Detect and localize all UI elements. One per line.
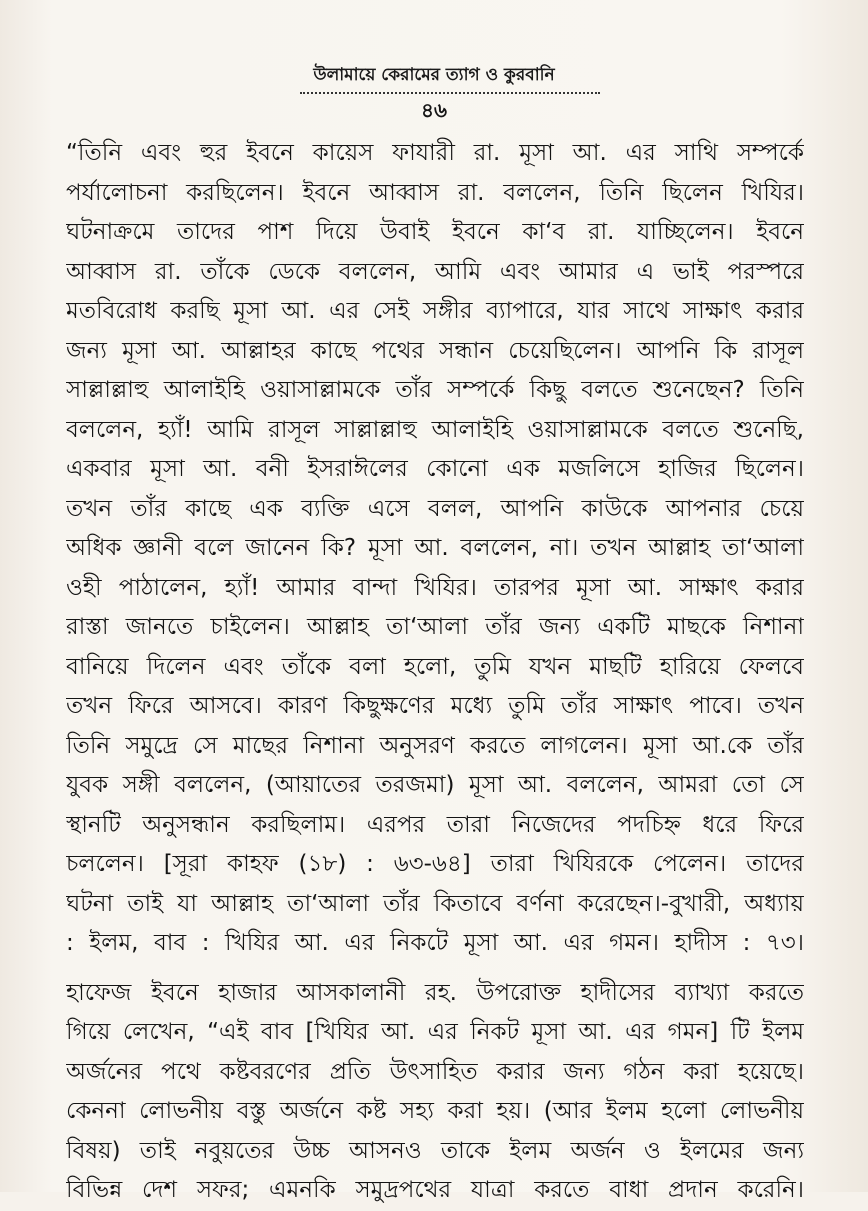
text-line: রাস্তা জানতে চাইলেন। আল্লাহ তা‘আলা তাঁর জন্য একটি মাছকে নিশানা <box>66 614 804 640</box>
text-line: মতবিরোধ করছি মূসা আ. এর সেই সঙ্গীর ব্যাপারে, যার সাথে সাক্ষাৎ করার <box>66 298 804 324</box>
text-line: : ইলম, বাব : খিযির আ. এর নিকটে মূসা আ. এর গমন। হাদীস : ৭৩। <box>66 930 804 956</box>
text-line: বানিয়ে দিলেন এবং তাঁকে বলা হলো, তুমি যখন মাছটি হারিয়ে ফেলবে <box>66 653 804 680</box>
text-line: হাফেজ ইবনে হাজার আসকালানী রহ. উপরোক্ত হাদীসের ব্যাখ্যা করতে <box>66 979 804 1006</box>
text-line: জন্য মূসা আ. আল্লাহর কাছে পথের সন্ধান চেয়েছিলেন। আপনি কি রাসূল <box>66 337 804 364</box>
text-line: “তিনি এবং হুর ইবনে কায়েস ফাযারী রা. মূসা আ. এর সাথি সম্পর্কে <box>66 140 804 166</box>
paragraph-commentary <box>66 974 804 1211</box>
text-line: চললেন। [সূরা কাহফ (১৮) : ৬৩-৬৪] তারা খিযিরকে পেলেন। তাদের <box>66 851 804 877</box>
text-line: বিভিন্ন দেশ সফর; এমনকি সমুদ্রপথের যাত্রা করতে বাধা প্রদান করেনি। <box>66 1177 804 1203</box>
text-line: পর্যালোচনা করছিলেন। ইবনে আব্বাস রা. বললেন, তিনি ছিলেন খিযির। <box>66 179 804 206</box>
text-line: একবার মূসা আ. বনী ইসরাঈলের কোনো এক মজলিসে হাজির ছিলেন। <box>66 456 804 482</box>
text-line: আব্বাস রা. তাঁকে ডেকে বললেন, আমি এবং আমার এ ভাই পরস্পরে <box>66 258 804 285</box>
text-line: অধিক জ্ঞানী বলে জানেন কি? মূসা আ. বললেন, না। তখন আল্লাহ তা‘আলা <box>66 535 804 561</box>
text-line: তখন ফিরে আসবে। কারণ কিছুক্ষণের মধ্যে তুমি তাঁর সাক্ষাৎ পাবে। তখন <box>66 693 804 719</box>
text-line: সাল্লাল্লাহু আলাইহি ওয়াসাল্লামকে তাঁর সম্পর্কে কিছু বলতে শুনেছেন? তিনি <box>66 377 804 403</box>
text-line: তখন তাঁর কাছে এক ব্যক্তি এসে বলল, আপনি কাউকে আপনার চেয়ে <box>66 495 804 522</box>
body-text <box>66 134 804 1211</box>
header-dotted-rule <box>300 92 600 94</box>
text-line: ঘটনাক্রমে তাদের পাশ দিয়ে উবাই ইবনে কা‘ব রা. যাচ্ছিলেন। ইবনে <box>66 219 804 245</box>
text-line: বললেন, হ্যাঁ! আমি রাসূল সাল্লাল্লাহু আলাইহি ওয়াসাল্লামকে বলতে শুনেছি, <box>66 416 804 443</box>
text-line: তিনি সমুদ্রে সে মাছের নিশানা অনুসরণ করতে লাগলেন। মূসা আ.কে তাঁর <box>66 732 804 759</box>
paragraph-hadith-narration <box>66 134 804 964</box>
text-line: যুবক সঙ্গী বললেন, (আয়াতের তরজমা) মূসা আ. বললেন, আমরা তো সে <box>66 772 804 798</box>
text-line: ঘটনা তাই যা আল্লাহ তা‘আলা তাঁর কিতাবে বর্ণনা করেছেন।-বুখারী, অধ্যায় <box>66 890 804 917</box>
text-line: গিয়ে লেখেন, “এই বাব [খিযির আ. এর নিকট মূসা আ. এর গমন] টি ইলম <box>66 1019 804 1045</box>
text-line: স্থানটি অনুসন্ধান করছিলাম। এরপর তারা নিজেদের পদচিহ্ন ধরে ফিরে <box>66 811 804 838</box>
running-title: উলামায়ে কেরামের ত্যাগ ও কুরবানি <box>313 65 555 85</box>
text-line: অর্জনের পথে কষ্টবরণের প্রতি উৎসাহিত করার জন্য গঠন করা হয়েছে। <box>66 1058 804 1085</box>
text-line: বিষয়) তাই নবুয়তের উচ্চ আসনও তাকে ইলম অর্জন ও ইলমের জন্য <box>66 1137 804 1164</box>
text-line: ওহী পাঠালেন, হ্যাঁ! আমার বান্দা খিযির। তারপর মূসা আ. সাক্ষাৎ করার <box>66 574 804 601</box>
text-line: কেননা লোভনীয় বস্তু অর্জনে কষ্ট সহ্য করা হয়। (আর ইলম হলো লোভনীয় <box>66 1098 804 1124</box>
page-number: ৪৬ <box>421 98 447 122</box>
